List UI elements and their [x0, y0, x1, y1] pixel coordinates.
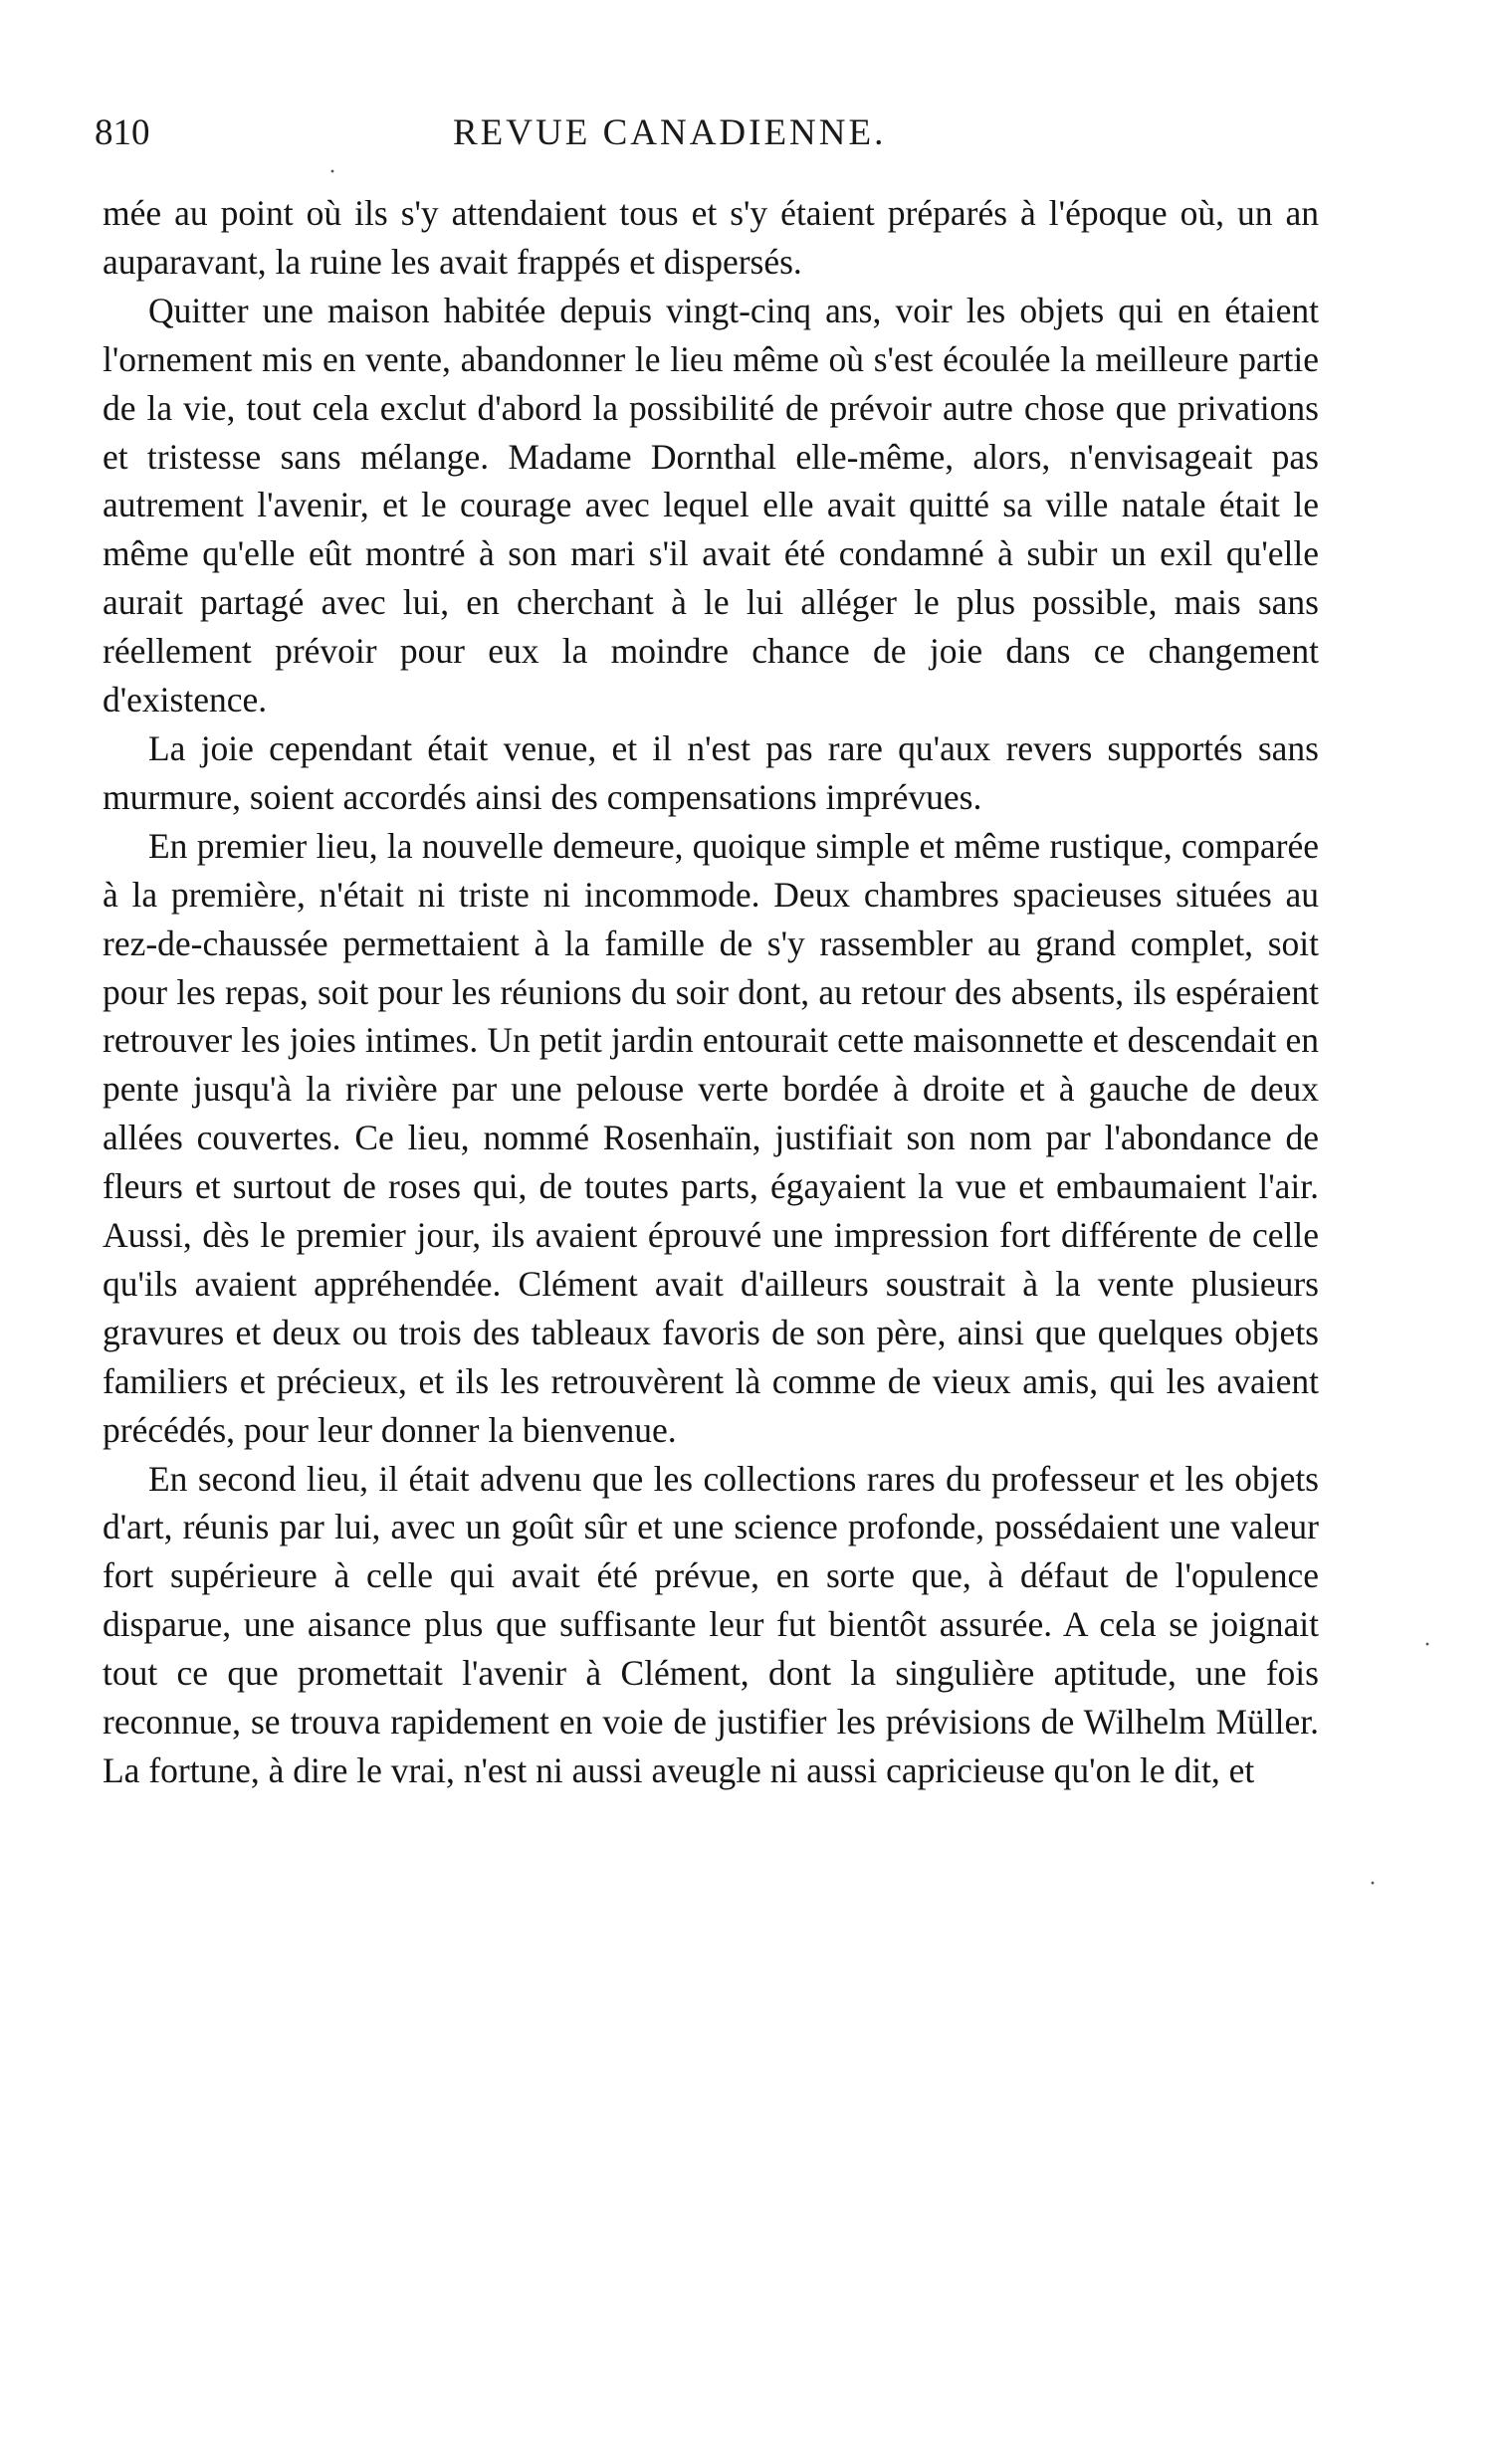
paragraph-collections: En second lieu, il était advenu que les collections rares du professeur et les objets d'art, réunis par lui, avec un goût sûr et une science profonde, possédaient une valeur fort supérieure à celle qui avait été prévue, en sorte que, à défaut de l'opulence disparue, une aisance plus que suffisante leur fut bientôt assurée. A cela se joignait tout ce que promettait l'avenir à Clément, dont la singulière aptitude, une fois reconnue, se trouva rapidement en voie de justifier les prévisions de Wilhelm Müller. La fortune, à dire le vrai, n'est ni aussi aveugle ni aussi capricieuse qu'on le dit, et [103, 1458, 1319, 1790]
paragraph-new-home: En premier lieu, la nouvelle demeure, quoique simple et même rustique, comparée à la première, n'était ni triste ni incommode. Deux chambres spacieuses situées au rez-de-chaussée permettaient à la famille de s'y rassembler au grand complet, soit pour les repas, soit pour les réunions du soir dont, au retour des absents, ils espéraient retrouver les joies intimes. Un petit jardin entourait cette maisonnette et descendait en pente jusqu'à la rivière par une pelouse verte bordée à droite et à gauche de deux allées couvertes. Ce lieu, nommé Rosenhaïn, justifiait son nom par l'abondance de fleurs et surtout de roses qui, de toutes parts, égayaient la vue et embaumaient l'air. Aussi, dès le premier jour, ils avaient éprouvé une impression fort différente de celle qu'ils avaient appréhendée. Clément avait d'ailleurs soustrait à la vente plusieurs gravures et deux ou trois des tableaux favoris de son père, ainsi que quelques objets familiers et précieux, et ils les retrouvèrent là comme de vieux amis, qui les avaient précédés, pour leur donner la bienvenue. [103, 825, 1319, 1450]
paragraph-continuation: mée au point où ils s'y attendaient tous et s'y étaient préparés à l'époque où, un an auparavant, la ruine les avait frappés et dispersés. [103, 193, 1319, 282]
body-text [103, 189, 1319, 1795]
running-head: REVUE CANADIENNE. [453, 112, 887, 153]
print-speck: · [1423, 1632, 1431, 1658]
paragraph-leaving-house: Quitter une maison habitée depuis vingt-cinq ans, voir les objets qui en étaient l'ornement mis en vente, abandonner le lieu même où s'est écoulée la meilleure partie de la vie, tout cela exclut d'abord la possibilité de prévoir autre chose que privations et tristesse sans mélange. Madame Dornthal elle-même, alors, n'envisageait pas autrement l'avenir, et le courage avec lequel elle avait quitté sa ville natale était le même qu'elle eût montré à son mari s'il avait été condamné à subir un exil qu'elle aurait partagé avec lui, en cherchant à le lui alléger le plus possible, mais sans réellement prévoir pour eux la moindre chance de joie dans ce changement d'existence. [103, 290, 1319, 720]
print-speck: · [328, 159, 336, 185]
print-speck: · [1369, 1871, 1377, 1897]
page-number: 810 [95, 112, 150, 153]
paragraph-joy: La joie cependant était venue, et il n'est pas rare qu'aux revers supportés sans murmure, soient accordés ainsi des compensations imprévues. [103, 727, 1319, 817]
page-header [95, 111, 1314, 171]
